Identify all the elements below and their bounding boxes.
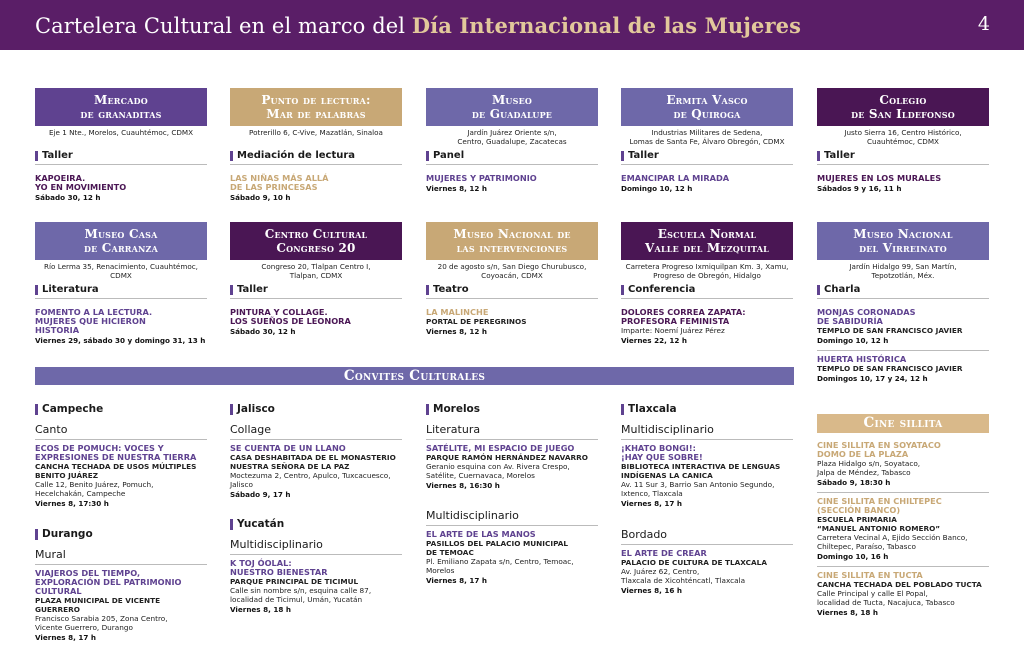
event <box>230 444 402 499</box>
cine-section-title: Cine sillita <box>817 414 989 433</box>
event-address: Pl. Emiliano Zapata s/n, Centro, Temoac, Morelos <box>426 557 574 575</box>
category-label: Teatro <box>433 284 469 295</box>
event-place: PASILLOS DEL PALACIO MUNICIPAL DE TEMOAC <box>426 539 569 557</box>
cine-event <box>817 571 989 617</box>
event-time: Domingo 10, 16 h <box>817 552 889 561</box>
event <box>621 549 793 595</box>
discipline-label: Multidisciplinario <box>230 538 402 555</box>
convite-block <box>621 403 793 508</box>
venue-title <box>230 88 402 126</box>
event-place: PLAZA MUNICIPAL DE VICENTE GUERRERO <box>35 596 161 614</box>
convite-block <box>426 403 598 490</box>
venue-title <box>35 222 207 260</box>
venue-name: Escuela Normal Valle del Mezquital <box>645 227 769 255</box>
event <box>230 308 402 336</box>
venue-address: 20 de agosto s/n, San Diego Churubusco, Coyoacán, CDMX <box>437 262 587 281</box>
state-heading <box>230 518 402 530</box>
event-time: Sábado 9, 17 h <box>230 490 291 499</box>
event-place: CASA DESHABITADA DE EL MONASTERIO NUESTRA SEÑORA DE LA PAZ <box>230 453 396 471</box>
state-heading <box>621 403 793 415</box>
event-category <box>426 284 598 299</box>
venue-card <box>621 222 793 345</box>
event-time: Sábados 9 y 16, 11 h <box>817 184 902 193</box>
event-address: Carretera Vecinal A, Ejido Sección Banco, Chiltepec, Paraíso, Tabasco <box>817 533 968 551</box>
category-marker <box>230 151 233 161</box>
event <box>426 174 598 193</box>
state-name: Morelos <box>433 403 481 415</box>
event-title: CINE SILLITA EN TUCTA <box>817 570 923 580</box>
event-speaker: Imparte: Noemí Juárez Pérez <box>621 326 725 335</box>
event-time: Viernes 8, 12 h <box>426 327 487 336</box>
category-marker <box>35 404 38 415</box>
event-time: Viernes 8, 16:30 h <box>426 481 500 490</box>
event-category <box>817 284 989 299</box>
event-title: MONJAS CORONADAS DE SABIDURÍA <box>817 307 916 326</box>
event-title: MUJERES EN LOS MURALES <box>817 173 942 183</box>
event-place: PARQUE RAMÓN HERNÁNDEZ NAVARRO <box>426 453 588 462</box>
event-title: KAPOEIRA. YO EN MOVIMIENTO <box>35 173 127 192</box>
event-title: FOMENTO A LA LECTURA. MUJERES QUE HICIERON HISTORIA <box>35 307 153 335</box>
event-title: SATÉLITE, MI ESPACIO DE JUEGO <box>426 443 575 453</box>
event-time: Sábado 30, 12 h <box>35 193 101 202</box>
header-bar <box>0 0 1024 50</box>
event-title: LA MALINCHE <box>426 307 489 317</box>
event <box>817 308 989 345</box>
venue-card <box>426 222 598 336</box>
venue-title <box>817 222 989 260</box>
discipline-label: Collage <box>230 423 402 440</box>
event-time: Sábado 9, 10 h <box>230 193 291 202</box>
event-time: Viernes 8, 17:30 h <box>35 499 109 508</box>
event-address: Calle Principal y calle El Popal, localidad de Tucta, Nacajuca, Tabasco <box>817 589 955 607</box>
state-heading <box>35 403 207 415</box>
category-marker <box>426 404 429 415</box>
event-time: Viernes 29, sábado 30 y domingo 31, 13 h <box>35 336 206 345</box>
category-label: Taller <box>824 150 855 161</box>
event-title: EL ARTE DE LAS MANOS <box>426 529 536 539</box>
discipline-label: Multidisciplinario <box>426 509 598 526</box>
event-place: TEMPLO DE SAN FRANCISCO JAVIER <box>817 326 963 335</box>
event-time: Domingo 10, 12 h <box>621 184 693 193</box>
category-marker <box>35 529 38 540</box>
event-category <box>426 150 598 165</box>
venue-address: Río Lerma 35, Renacimiento, Cuauhtémoc, CDMX <box>44 262 198 281</box>
event <box>817 174 989 193</box>
category-marker <box>621 404 624 415</box>
category-marker <box>230 404 233 415</box>
page-number: 4 <box>977 13 990 35</box>
cine-list <box>817 441 989 617</box>
cine-event <box>817 497 989 561</box>
event <box>621 174 793 193</box>
venue-card <box>230 222 402 336</box>
convite-block <box>230 403 402 499</box>
venue-name: Museo Nacional de las intervenciones <box>453 227 571 255</box>
category-marker <box>426 151 429 161</box>
event <box>817 355 989 383</box>
discipline-label: Literatura <box>426 423 598 440</box>
event <box>35 569 207 642</box>
event-title: HUERTA HISTÓRICA <box>817 354 907 364</box>
category-label: Taller <box>628 150 659 161</box>
event-time: Viernes 8, 18 h <box>230 605 291 614</box>
event-title: PINTURA Y COLLAGE. LOS SUEÑOS DE LEONORA <box>230 307 351 326</box>
event-place: CANCHA TECHADA DE USOS MÚLTIPLES BENITO JUÁREZ <box>35 462 197 480</box>
state-name: Durango <box>42 528 93 540</box>
event-title: CINE SILLITA EN SOYATACO DOMO DE LA PLAZA <box>817 440 941 459</box>
convites-section-title: Convites Culturales <box>35 367 794 385</box>
event <box>426 530 598 585</box>
event-time: Domingos 10, 17 y 24, 12 h <box>817 374 928 383</box>
event-time: Viernes 8, 17 h <box>621 499 682 508</box>
convite-block <box>35 528 207 642</box>
cine-event <box>817 441 989 487</box>
venue-card <box>621 88 793 193</box>
venue-name: Colegio de San Ildefonso <box>851 93 955 121</box>
venue-name: Museo Nacional del Virreinato <box>853 227 953 255</box>
category-label: Mediación de lectura <box>237 150 356 161</box>
event-place: ESCUELA PRIMARIA “MANUEL ANTONIO ROMERO” <box>817 515 941 533</box>
event <box>230 174 402 202</box>
venue-address: Potrerillo 6, C-Vive, Mazatlán, Sinaloa <box>249 128 383 137</box>
category-marker <box>426 285 429 295</box>
divider <box>817 350 989 351</box>
category-marker <box>35 151 38 161</box>
venue-address: Eje 1 Nte., Morelos, Cuauhtémoc, CDMX <box>48 128 194 137</box>
venue-title <box>426 88 598 126</box>
category-marker <box>621 285 624 295</box>
event-time: Sábado 30, 12 h <box>230 327 296 336</box>
event-address: Francisco Sarabia 205, Zona Centro, Vicente Guerrero, Durango <box>35 614 168 632</box>
venue-card <box>817 88 989 193</box>
venue-name: Mercado de granaditas <box>80 93 162 121</box>
event-category <box>35 284 207 299</box>
event <box>621 444 793 508</box>
venue-card <box>35 88 207 202</box>
venue-title <box>621 222 793 260</box>
event-place: PARQUE PRINCIPAL DE TICIMUL <box>230 577 359 586</box>
state-name: Jalisco <box>237 403 275 415</box>
category-marker <box>621 151 624 161</box>
venue-address: Congreso 20, Tlalpan Centro I, Tlalpan, CDMX <box>261 262 371 281</box>
state-name: Yucatán <box>237 518 285 530</box>
title-prefix: Cartelera Cultural en el marco del <box>35 13 412 38</box>
event <box>426 444 598 490</box>
state-name: Campeche <box>42 403 104 415</box>
venue-name: Punto de lectura: Mar de palabras <box>261 93 371 121</box>
page-title <box>35 13 801 38</box>
category-marker <box>230 519 233 530</box>
event <box>230 559 402 614</box>
event-address: Av. Juárez 62, Centro, Tlaxcala de Xicohténcatl, Tlaxcala <box>621 567 746 585</box>
state-heading <box>230 403 402 415</box>
discipline-label: Canto <box>35 423 207 440</box>
event-place: PORTAL DE PEREGRINOS <box>426 317 527 326</box>
venue-title <box>426 222 598 260</box>
venue-title <box>817 88 989 126</box>
event-time: Viernes 8, 18 h <box>817 608 878 617</box>
category-marker <box>817 151 820 161</box>
event-time: Sábado 9, 18:30 h <box>817 478 891 487</box>
venue-address: Industrias Militares de Sedena, Lomas de Santa Fe, Álvaro Obregón, CDMX <box>629 128 785 147</box>
category-label: Taller <box>42 150 73 161</box>
venue-name: Museo de Guadalupe <box>471 93 553 121</box>
discipline-label: Bordado <box>621 528 793 545</box>
convite-block <box>35 403 207 508</box>
event-address: Calle 12, Benito Juárez, Pomuch, Hecelchakán, Campeche <box>35 480 154 498</box>
category-label: Literatura <box>42 284 99 295</box>
event-place: TEMPLO DE SAN FRANCISCO JAVIER <box>817 364 963 373</box>
event-place: CANCHA TECHADA DEL POBLADO TUCTA <box>817 580 982 589</box>
event-category <box>35 150 207 165</box>
category-label: Panel <box>433 150 465 161</box>
event-title: K TOJ ÓOLAL: NUESTRO BIENESTAR <box>230 558 328 577</box>
event <box>621 308 793 345</box>
state-heading <box>35 528 207 540</box>
event-address: Moctezuma 2, Centro, Apulco, Tuxcacuesco, Jalisco <box>230 471 391 489</box>
venue-address: Carretera Progreso Ixmiquilpan Km. 3, Xamu, Progreso de Obregón, Hidalgo <box>625 262 789 281</box>
venue-name: Museo Casa de Carranza <box>83 227 159 255</box>
venue-card <box>426 88 598 193</box>
title-highlight: Día Internacional de las Mujeres <box>411 12 801 38</box>
event-title: VIAJEROS DEL TIEMPO, EXPLORACIÓN DEL PATRIMONIO CULTURAL <box>35 568 182 596</box>
event-place: BIBLIOTECA INTERACTIVA DE LENGUAS INDÍGENAS LA CANICA <box>621 462 781 480</box>
venue-card <box>817 222 989 383</box>
event-time: Viernes 8, 17 h <box>35 633 96 642</box>
event-title: LAS NIÑAS MÁS ALLÁ DE LAS PRINCESAS <box>230 173 329 192</box>
event-title: CINE SILLITA EN CHILTEPEC (SECCIÓN BANCO) <box>817 496 942 515</box>
event-title: MUJERES Y PATRIMONIO <box>426 173 537 183</box>
event-title: EL ARTE DE CREAR <box>621 548 707 558</box>
venue-name: Ermita Vasco de Quiroga <box>666 93 748 121</box>
event-time: Domingo 10, 12 h <box>817 336 889 345</box>
venue-address: Justo Sierra 16, Centro Histórico, Cuauhtémoc, CDMX <box>844 128 962 147</box>
venue-title <box>35 88 207 126</box>
event <box>35 444 207 508</box>
event-title: DOLORES CORREA ZAPATA: PROFESORA FEMINISTA <box>621 307 746 326</box>
venue-address: Jardín Hidalgo 99, San Martín, Tepotzotlán, Méx. <box>849 262 957 281</box>
event-time: Viernes 8, 16 h <box>621 586 682 595</box>
category-marker <box>817 285 820 295</box>
divider <box>817 566 989 567</box>
event-category <box>621 150 793 165</box>
venue-address: Jardín Juárez Oriente s/n, Centro, Guadalupe, Zacatecas <box>457 128 567 147</box>
venue-card <box>35 222 207 345</box>
category-marker <box>230 285 233 295</box>
divider <box>817 492 989 493</box>
event-category <box>817 150 989 165</box>
convite-block <box>230 518 402 614</box>
event-title: ECOS DE POMUCH: VOCES Y EXPRESIONES DE NUESTRA TIERRA <box>35 443 197 462</box>
event-address: Calle sin nombre s/n, esquina calle 87, localidad de Ticimul, Umán, Yucatán <box>230 586 372 604</box>
venue-title <box>621 88 793 126</box>
event-address: Av. 11 Sur 3, Barrio San Antonio Segundo, Ixtenco, Tlaxcala <box>621 480 775 498</box>
event-time: Viernes 8, 12 h <box>426 184 487 193</box>
event <box>35 174 207 202</box>
state-name: Tlaxcala <box>628 403 677 415</box>
venue-name: Centro Cultural Congreso 20 <box>264 227 368 255</box>
event-category <box>230 150 402 165</box>
event-place: PALACIO DE CULTURA DE TLAXCALA <box>621 558 767 567</box>
venue-card <box>230 88 402 202</box>
event-address: Geranio esquina con Av. Rivera Crespo, Satélite, Cuernavaca, Morelos <box>426 462 570 480</box>
event-title: SE CUENTA DE UN LLANO <box>230 443 346 453</box>
event <box>35 308 207 345</box>
event-time: Viernes 8, 17 h <box>426 576 487 585</box>
event-title: ¡KHATO BONGI!: ¡HAY QUE SOBRE! <box>621 443 703 462</box>
event-category <box>621 284 793 299</box>
discipline-label: Mural <box>35 548 207 565</box>
convite-block <box>621 528 793 595</box>
state-heading <box>426 403 598 415</box>
event-address: Plaza Hidalgo s/n, Soyataco, Jalpa de Méndez, Tabasco <box>817 459 921 477</box>
discipline-label: Multidisciplinario <box>621 423 793 440</box>
event-title: EMANCIPAR LA MIRADA <box>621 173 730 183</box>
event-time: Viernes 22, 12 h <box>621 336 687 345</box>
category-label: Conferencia <box>628 284 696 295</box>
event <box>426 308 598 336</box>
category-label: Taller <box>237 284 268 295</box>
category-marker <box>35 285 38 295</box>
venue-title <box>230 222 402 260</box>
convite-block <box>426 509 598 585</box>
category-label: Charla <box>824 284 861 295</box>
event-category <box>230 284 402 299</box>
